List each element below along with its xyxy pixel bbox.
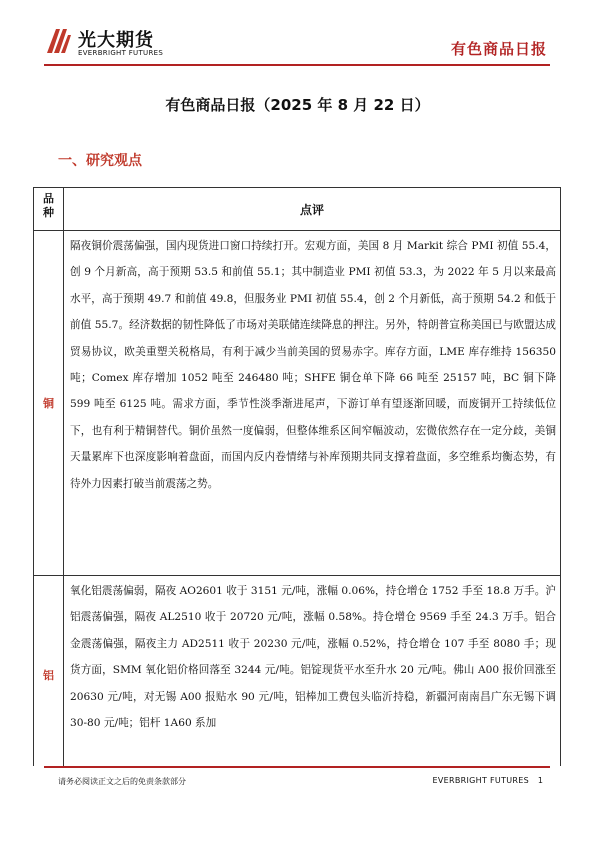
page-title: 有色商品日报（2025 年 8 月 22 日）	[165, 96, 430, 114]
header-comment: 点评	[64, 188, 561, 231]
section-heading: 一、研究观点	[58, 153, 142, 169]
variety-copper: 铜	[34, 231, 64, 576]
table-row	[34, 576, 561, 767]
footer-divider	[44, 766, 550, 768]
page-number: 1	[537, 776, 543, 785]
brand-name-en: EVERBRIGHT FUTURES	[78, 49, 164, 57]
page-header	[0, 0, 595, 70]
brand-logo	[44, 26, 174, 60]
comment-aluminum: 氧化铝震荡偏弱，隔夜 AO2601 收于 3151 元/吨，涨幅 0.06%，持仓增仓 1752 手至 18.8 万手。沪铝震荡偏强，隔夜 AL2510 收于 20720 元/吨，涨幅 0.58%。持仓增仓 9569 手至 24.3 万手。铝合金震荡偏强，隔夜主力 AD2511 收于 20230 元/吨，涨幅 0.52%，持仓增仓 107 手至 8080 手；现货方面，SMM 氧化铝价格回落至 3244 元/吨。铝锭现货平水至升水 20 元/吨。佛山 A00 报价回涨至 20630 元/吨，对无锡 A00 报贴水 90 元/吨，铝棒加工费包头临沂持稳，新疆河南南昌广东无锡下调 30-80 元/吨；铝杆 1A60 系加	[64, 576, 561, 767]
table-row	[34, 231, 561, 576]
footer-brand: EVERBRIGHT FUTURES	[432, 776, 529, 785]
table-viewport	[0, 187, 595, 766]
comment-copper: 隔夜铜价震荡偏强，国内现货进口窗口持续打开。宏观方面，美国 8 月 Markit 综合 PMI 初值 55.4，创 9 个月新高，高于预期 53.5 和前值 55.1；其中制造业 PMI 初值 53.3，为 2022 年 5 月以来最高水平，高于预期 49.7 和前值 49.8，但服务业 PMI 初值 55.4，创 2 个月新低，高于预期 54.2 和低于前值 55.7。经济数据的韧性降低了市场对美联储连续降息的押注。另外，特朗普宣称美国已与欧盟达成贸易协议，欧美重塑关税格局，有利于减少当前美国的贸易赤字。库存方面，LME 库存维持 156350 吨；Comex 库存增加 1052 吨至 246480 吨；SHFE 铜仓单下降 66 吨至 25157 吨，BC 铜下降 599 吨至 6125 吨。需求方面，季节性淡季渐进尾声，下游订单有望逐渐回暖，而废铜开工持续低位下，也有利于精铜替代。铜价虽然一度偏弱，但整体维系区间窄幅波动，宏微依然存在一定分歧，美铜天量累库下也深度影响着盘面，而国内反内卷情绪与补库预期共同支撑着盘面，多空维系均衡态势，有待外力因素打破当前震荡之势。	[64, 231, 561, 576]
header-variety-label: 品种	[43, 192, 54, 219]
table-header-row	[34, 188, 561, 231]
everbright-logo-icon	[44, 26, 72, 56]
header-variety	[34, 188, 64, 231]
header-divider	[44, 64, 550, 66]
brand-name-cn: 光大期货	[78, 30, 154, 51]
variety-aluminum: 铝	[34, 576, 64, 767]
report-type-label: 有色商品日报	[450, 40, 547, 58]
footer-disclaimer: 请务必阅读正文之后的免责条款部分	[58, 777, 186, 786]
research-table	[33, 187, 561, 766]
